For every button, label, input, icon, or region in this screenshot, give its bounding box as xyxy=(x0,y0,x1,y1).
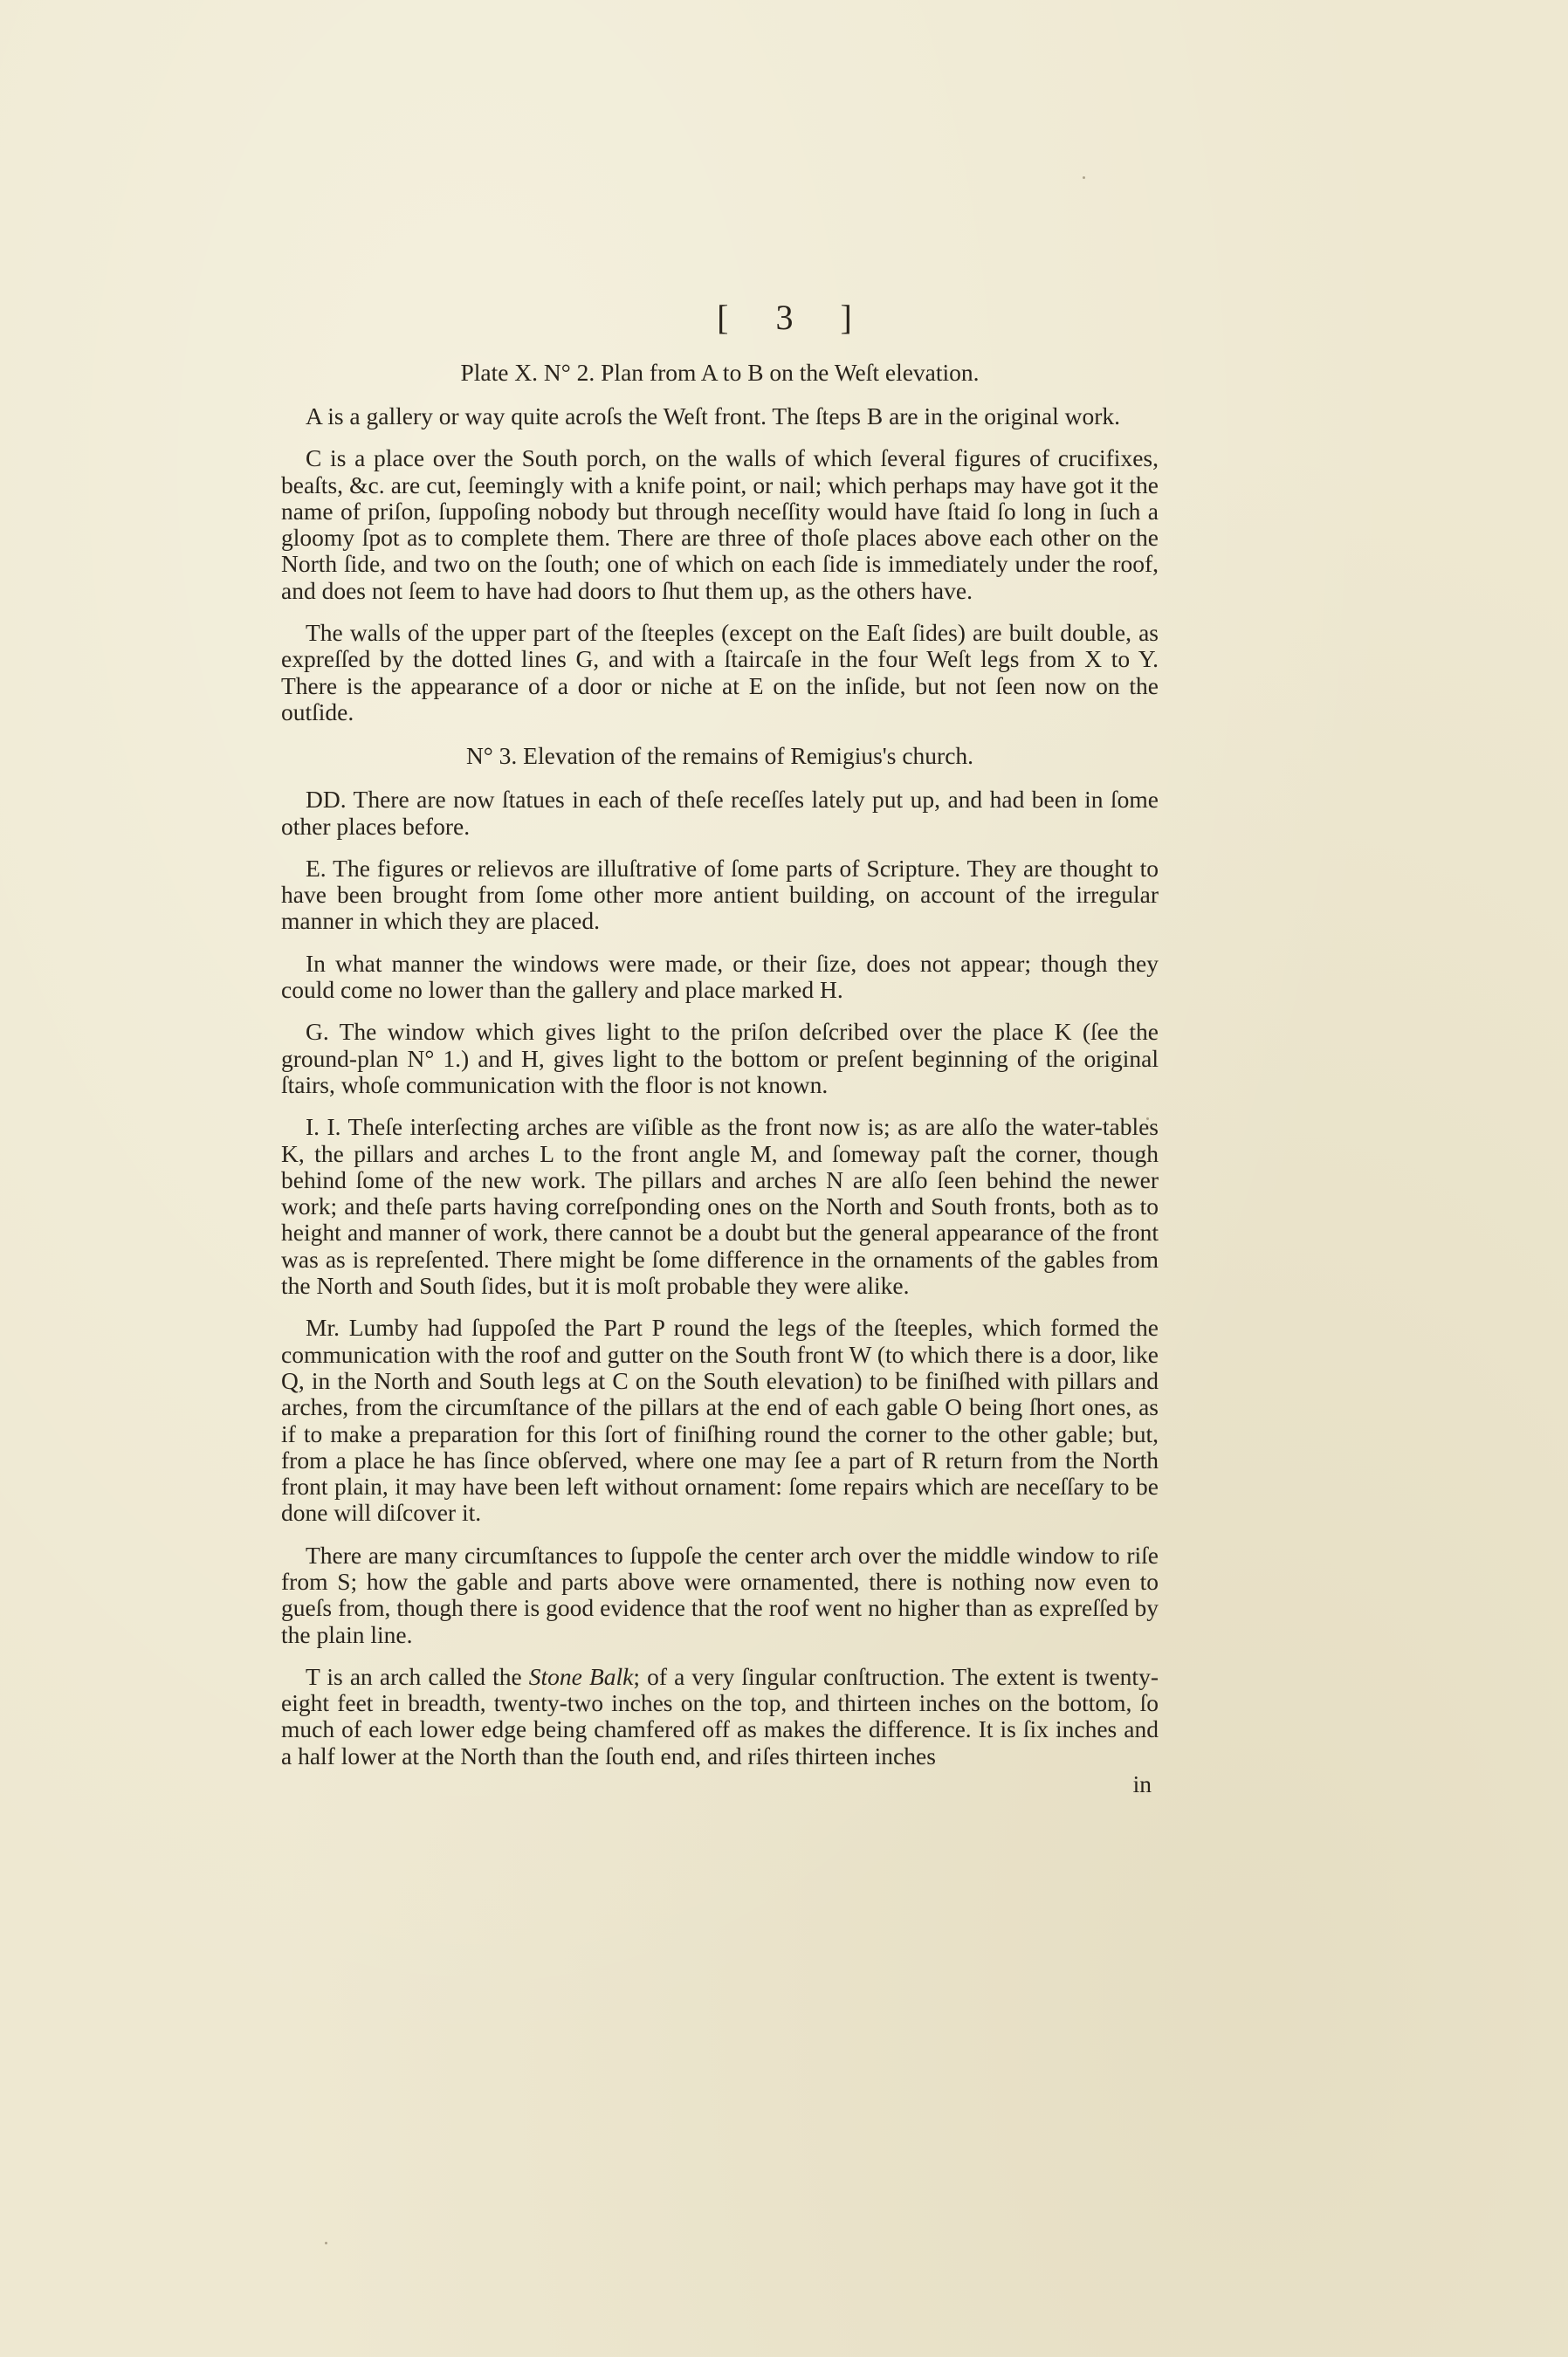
stone-balk-term: Stone Balk xyxy=(528,1662,634,1690)
paragraph-relievos: E. The figures or relievos are illuſtrative of ſome parts of Scripture. They are thought to have been brought from ſome other more antient building, on account of the irregular manner in which they are placed. xyxy=(281,854,1159,935)
catchword: in xyxy=(1132,1770,1152,1798)
stone-balk-lead: T is an arch called the xyxy=(306,1662,529,1690)
paragraph-stone-balk xyxy=(281,1664,1159,1769)
text-block xyxy=(281,297,1159,1797)
page-number: [ 3 ] xyxy=(717,298,871,337)
paragraph-windows: In what manner the windows were made, or their ſize, does not appear; though they could come no lower than the gallery and place marked H. xyxy=(281,949,1159,1004)
elevation-heading: N° 3. Elevation of the remains of Remigius's church. xyxy=(465,742,974,770)
paragraph-gallery: A is a gallery or way quite acroſs the Weſt front. The ſteps B are in the original work. xyxy=(306,402,1121,429)
paragraph-window-g: G. The window which gives light to the priſon deſcribed over the place K (ſee the ground-plan N° 1.) and H, gives light to the bottom or preſent beginning of the original ſtairs, whoſe communication with the floor is not known. xyxy=(281,1018,1159,1098)
paragraph-statues: DD. There are now ſtatues in each of theſe receſſes lately put up, and had been in ſome other places before. xyxy=(281,786,1159,840)
stone-balk-rest: ; of a very ſingular conſtruction. The extent is twenty-eight feet in breadth, twenty-two inches on the top, and thirteen inches on the bottom, ſo much of each lower edge being chamfered off as makes the difference. It is ſix inches and a half lower at the North than the ſouth end, and riſes thirteen inches xyxy=(281,1662,1159,1769)
plate-heading: Plate X. N° 2. Plan from A to B on the Weſt elevation. xyxy=(460,359,980,386)
paragraph-steeple-walls: The walls of the upper part of the ſteeples (except on the Eaſt ſides) are built double, as expreſſed by the dotted lines G, and with a ſtaircaſe in the four Weſt legs from X to Y. There is the appearance of a door or niche at E on the inſide, but not ſeen now on the outſide. xyxy=(281,619,1159,725)
paper-speck xyxy=(325,2242,327,2244)
paragraph-prison: C is a place over the South porch, on the walls of which ſeveral figures of crucifixes, beaſts, &c. are cut, ſeemingly with a knife point, or nail; which perhaps may have got it the name of priſon, ſuppoſing nobody but through neceſſity would have ſtaid ſo long in ſuch a gloomy ſpot as to complete them. There are three of thoſe places above each other on the North ſide, and two on the ſouth; one of which on each ſide is immediately under the roof, and does not ſeem to have had doors to ſhut them up, as the others have. xyxy=(281,444,1159,604)
paragraph-center-arch: There are many circumſtances to ſuppoſe the center arch over the middle window to riſe from S; how the gable and parts above were ornamented, there is nothing now even to gueſs from, though there is good evidence that the roof went no higher than as expreſſed by the plain line. xyxy=(281,1541,1159,1648)
paper-speck xyxy=(1083,176,1085,179)
paragraph-arches: I. I. Theſe interſecting arches are viſible as the front now is; as are alſo the water-tables K, the pillars and arches L to the front angle M, and ſomeway paſt the corner, though behind ſome of the new work. The pillars and arches N are alſo ſeen behind the newer work; and theſe parts having correſponding ones on the North and South fronts, both as to height and manner of work, there cannot be a doubt but the general appearance of the front was as is repreſented. There might be ſome difference in the ornaments of the gables from the North and South ſides, but it is moſt probable they were alike. xyxy=(281,1113,1159,1300)
paragraph-lumby: Mr. Lumby had ſuppoſed the Part P round the legs of the ſteeples, which formed the communication with the roof and gutter on the South front W (to which there is a door, like Q, in the North and South legs at C on the South elevation) to be finiſhed with pillars and arches, from the circumſtance of the pillars at the end of each gable O being ſhort ones, as if to make a preparation for this ſort of finiſhing round the corner to the other gable; but, from a place he has ſince obſerved, where one may ſee a part of R return from the North front plain, it may have been left without ornament: ſome repairs which are neceſſary to be done will diſcover it. xyxy=(281,1314,1159,1527)
